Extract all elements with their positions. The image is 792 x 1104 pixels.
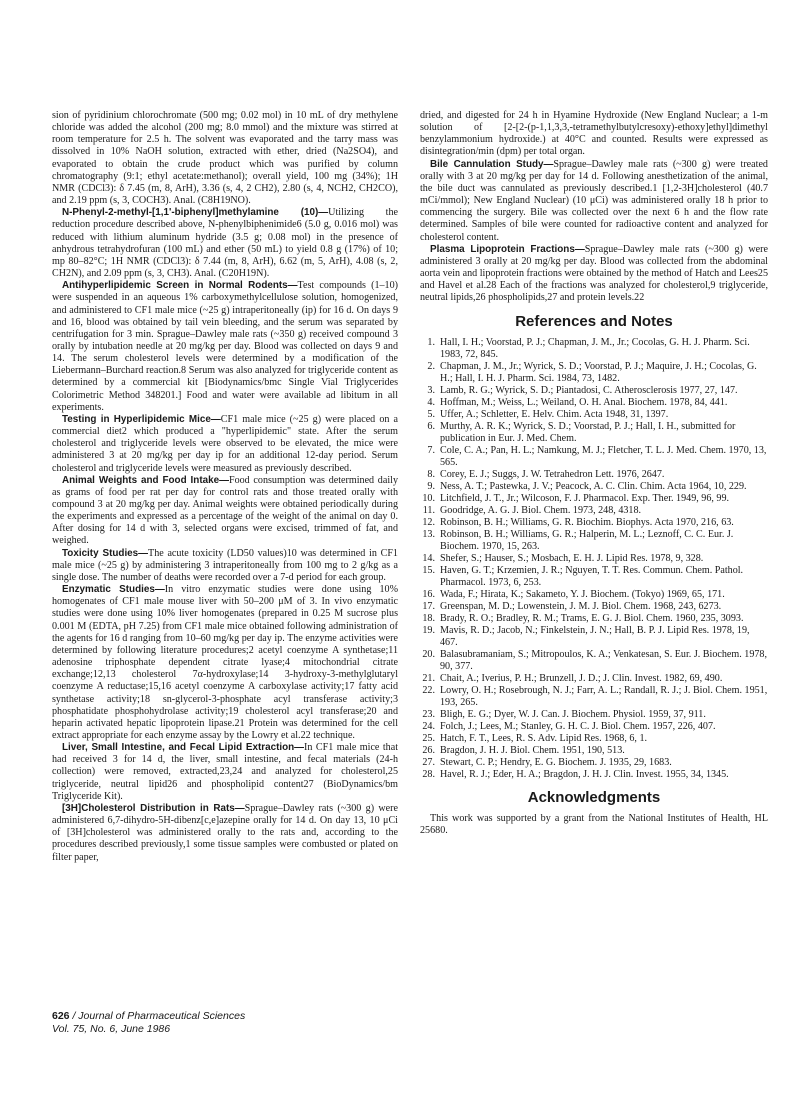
reference-number: 14. — [422, 552, 435, 564]
reference-text: Lamb, R. G.; Wyrick, S. D.; Piantadosi, C. Atherosclerosis 1977, 27, 147. — [440, 384, 738, 396]
reference-number: 7. — [427, 444, 435, 456]
reference-number: 2. — [427, 360, 435, 372]
reference-text: Lowry, O. H.; Rosebrough, N. J.; Farr, A. L.; Randall, R. J.; J. Biol. Chem. 1951, 193, 265. — [440, 684, 768, 708]
acknowledgments-heading: Acknowledgments — [527, 788, 661, 806]
reference-item — [420, 553, 768, 565]
reference-number: 28. — [422, 768, 435, 780]
journal-volume: Vol. 75, No. 6, June 1986 — [52, 1023, 171, 1035]
left-column — [52, 110, 398, 864]
reference-item — [420, 757, 768, 769]
reference-item — [420, 529, 768, 553]
section-heading: Animal Weights and Food Intake— — [62, 474, 229, 486]
reference-number: 16. — [422, 588, 435, 600]
reference-text: Ness, A. T.; Pastewka, J. V.; Peacock, A. C. Clin. Chim. Acta 1964, 10, 229. — [440, 480, 747, 492]
reference-number: 3. — [427, 384, 435, 396]
reference-number: 8. — [427, 468, 435, 480]
reference-number: 24. — [422, 720, 435, 732]
reference-item — [420, 769, 768, 781]
section-heading: Bile Cannulation Study— — [430, 158, 554, 170]
reference-number: 17. — [422, 600, 435, 612]
reference-number: 5. — [427, 408, 435, 420]
reference-item — [420, 721, 768, 733]
section-text: CF1 male mice (~25 g) were placed on a commercial diet2 which produced a "hyperlipidemic" state. After the serum cholesterol and triglyceride levels were observed to be elevated, the mice were administered 3 at 20 mg/kg per day ip for an additional 12-day period. Serum cholesterol and triglyceride levels were measured as previously described. — [52, 413, 398, 474]
section-antihyperlipidemic-screen — [52, 280, 398, 414]
section-toxicity — [52, 548, 398, 584]
section-text: Utilizing the reduction procedure described above, N-phenylbiphenimide6 (5.0 g, 0.016 mol) was reduced with lithium aluminum hydride (3.5 g; 0.08 mol) in the presence of anhydrous tetrahydrofuran (100 mL) and ether (50 mL) to yield 0.8 g (17%) of 10; mp 80–82°C; 1H NMR (CDCl3): δ 7.44 (m, 8, ArH), 6.62 (m, 5, ArH), 4.08 (s, 2, CH2N), and 2.09 ppm (s, 3, CH3). Anal. (C20H19N). — [52, 207, 398, 280]
reference-text: Mavis, R. D.; Jacob, N.; Finkelstein, J. N.; Hall, B. P. J. Lipid Res. 1978, 19, 467. — [440, 624, 750, 648]
section-text: Sprague–Dawley male rats (~300 g) were administered 3 orally at 20 mg/kg per day. Blood was collected from the abdominal aorta vein and lipoprotein fractions were obtained by the method of Hatch and Lees25 and Havel et al.28 Each of the fractions was analyzed for cholesterol,9 triglyceride, neutral lipids,26 phospholipids,27 and protein levels.22 — [420, 243, 768, 304]
section-animal-weights — [52, 475, 398, 548]
section-text: In CF1 male mice that had received 3 for 14 d, the liver, small intestine, and fecal materials (24-h collection) were removed, extracted,23,24 and analyzed for cholesterol,25 triglyceride, neutral lipid26 and phospholipid content27 (BioDynamics/bm Triglyceride Kit). — [52, 742, 398, 802]
section-bile-cannulation — [420, 159, 768, 244]
reference-number: 20. — [422, 648, 435, 660]
reference-item — [420, 745, 768, 757]
acknowledgments-text: This work was supported by a grant from the National Institutes of Health, HL 25680. — [420, 812, 768, 836]
section-text: Test compounds (1–10) were suspended in an aqueous 1% carboxymethylcellulose solution, homogenized, and administered to CF1 male mice (~25 g) intraperitoneally (ip) for 16 d. On days 9 and 16, blood was obtained by tail vein bleeding, and the serum was separated by centrifugation for 3 min. Sprague–Dawley male rats (~350 g) received compound 3 orally by intubation needle at 20 mg/kg per day. Blood was collected on days 9 and 14. The serum cholesterol levels were determined by a modification of the Liebermann–Burchard reaction.8 Serum was also analyzed for triglyceride content as determined by a commercial kit [Biodynamics/bmc Single Vial Triglycerides Colorimetric Method 348201.] Food and water were available ad libitum in all experiments. — [52, 280, 398, 413]
reference-number: 4. — [427, 396, 435, 408]
reference-item — [420, 517, 768, 529]
reference-text: Wada, F.; Hirata, K.; Sakameto, Y. J. Biochem. (Tokyo) 1969, 65, 171. — [440, 588, 725, 600]
section-heading: Enzymatic Studies— — [62, 584, 165, 596]
reference-number: 12. — [422, 516, 435, 528]
reference-item — [420, 337, 768, 361]
reference-text: Corey, E. J.; Suggs, J. W. Tetrahedron Lett. 1976, 2647. — [440, 468, 665, 480]
page-number: 626 — [52, 1010, 70, 1022]
section-heading: Toxicity Studies— — [62, 547, 149, 559]
reference-item — [420, 481, 768, 493]
section-heading: N-Phenyl-2-methyl-[1,1'-biphenyl]methylamine (10)— — [62, 207, 329, 219]
reference-number: 27. — [422, 756, 435, 768]
reference-item — [420, 361, 768, 385]
reference-item — [420, 565, 768, 589]
section-heading: Plasma Lipoprotein Fractions— — [430, 243, 585, 255]
reference-text: Cole, C. A.; Pan, H. L.; Namkung, M. J.; Fletcher, T. L. J. Med. Chem. 1970, 13, 565. — [440, 444, 767, 468]
section-compound-10 — [52, 207, 398, 280]
reference-item — [420, 649, 768, 673]
section-text: Sprague–Dawley rats (~300 g) were administered 6,7-dihydro-5H-dibenz[c,e]azepine orally for 14 d. On day 13, 10 μCi of [3H]cholesterol was administered orally to the rats and, according to the procedures described previously,1 some tissue samples were combusted or plated on filter paper, — [52, 802, 398, 863]
reference-number: 19. — [422, 624, 435, 636]
references-heading: References and Notes — [515, 312, 673, 330]
journal-name: / Journal of Pharmaceutical Sciences — [69, 1010, 246, 1022]
reference-number: 9. — [427, 480, 435, 492]
reference-text: Shefer, S.; Hauser, S.; Mosbach, E. H. J. Lipid Res. 1978, 9, 328. — [440, 552, 704, 564]
reference-item — [420, 625, 768, 649]
reference-text: Balasubramaniam, S.; Mitropoulos, K. A.; Venkatesan, S. Eur. J. Biochem. 1978, 90, 377. — [440, 648, 767, 672]
continued-paragraph: dried, and digested for 24 h in Hyamine Hydroxide (New England Nuclear; a 1-m solution of [2-[2-(p-1,1,3,3,-tetramethylbutylcresoxy)-ethoxy]ethyl]dimethyl benzylammonium hydroxide.) at 40°C and counted. Results were expressed as disintegration/min (dpm) per total organ. — [420, 110, 768, 158]
reference-text: Greenspan, M. D.; Lowenstein, J. M. J. Biol. Chem. 1968, 243, 6273. — [440, 600, 722, 612]
footer-line-1 — [52, 1010, 245, 1023]
reference-number: 6. — [427, 420, 435, 432]
reference-text: Havel, R. J.; Eder, H. A.; Bragdon, J. H. J. Clin. Invest. 1955, 34, 1345. — [440, 768, 729, 780]
page-footer — [52, 1010, 245, 1036]
reference-text: Hall, I. H.; Voorstad, P. J.; Chapman, J. M., Jr.; Cocolas, G. H. J. Pharm. Sci. 1983, 72, 845. — [440, 336, 750, 360]
section-heading: [3H]Cholesterol Distribution in Rats— — [62, 802, 245, 814]
reference-item — [420, 505, 768, 517]
reference-item — [420, 673, 768, 685]
reference-text: Murthy, A. R. K.; Wyrick, S. D.; Voorstad, P. J.; Hall, I. H., submitted for publication in Eur. J. Med. Chem. — [440, 420, 736, 444]
reference-text: Stewart, C. P.; Hendry, E. G. Biochem. J. 1935, 29, 1683. — [440, 756, 672, 768]
reference-item — [420, 733, 768, 745]
reference-item — [420, 385, 768, 397]
section-text: In vitro enzymatic studies were done using 10% homogenates of CF1 male mouse liver with 50–200 μM of 3. In vivo enzymatic studies were done using 10% liver homogenates (prepared in 0.25 M sucrose plus 0.001 M (EDTA, pH 7.25) from CF1 male mice obtained following administration of the agents for 16 d ranging from 10–60 mg/kg per day ip. The enzyme activities were determined by following literature procedures;2 acetyl coenzyme A synthetase;11 adenosine triphosphate dependent citrate lyase;4 mitochondrial citrate exchange;12,13 cholesterol 7α-hydroxylase;14 3-hydroxy-3-methylglutaryl coenzyme A reductase;15,16 acetyl coenzyme A carboxylase activity;17 fatty acid synthetase activity;18 sn-glycerol-3-phosphate acyl transferase activity;3 phosphatidate phosphohydrolase activity;19 cholesterol acyl transferase;20 and heparin activated hepatic lipoprotein lipase.21 Protein was determined for the cell extract appropriate for each enzyme assay by the Lowry et al.22 technique. — [52, 584, 398, 741]
reference-item — [420, 469, 768, 481]
section-text: The acute toxicity (LD50 values)10 was determined in CF1 male mice (~25 g) by administering 3 intraperitoneally from 100 mg to 2 g/kg as a single dose. The number of deaths were recorded over a 7-d period for each group. — [52, 547, 398, 583]
reference-text: Bragdon, J. H. J. Biol. Chem. 1951, 190, 513. — [440, 744, 625, 756]
reference-item — [420, 493, 768, 505]
reference-item — [420, 397, 768, 409]
reference-number: 21. — [422, 672, 435, 684]
reference-text: Folch, J.; Lees, M.; Stanley, G. H. C. J. Biol. Chem. 1957, 226, 407. — [440, 720, 716, 732]
reference-text: Uffer, A.; Schletter, E. Helv. Chim. Acta 1948, 31, 1397. — [440, 408, 669, 420]
reference-text: Hoffman, M.; Weiss, L.; Weiland, O. H. Anal. Biochem. 1978, 84, 441. — [440, 396, 728, 408]
reference-text: Bligh, E. G.; Dyer, W. J. Can. J. Biochem. Physiol. 1959, 37, 911. — [440, 708, 706, 720]
synthesis-paragraph: sion of pyridinium chlorochromate (500 mg; 0.02 mol) in 10 mL of dry methylene chloride was added the alcohol (200 mg; 8.0 mmol) and the mixture was stirred at room temperature for 2.5 h. The solvent was evaporated and the tarry mass was dissolved in 10% NaOH solution, extracted with ether, dried (Na2SO4), and evaporated to obtain the crude product which was purified by column chromatography (9:1; ethyl acetate:methanol); overall yield, 100 mg (34%); 1H NMR (CDCl3): δ 7.45 (m, 8, ArH), 3.36 (s, 4, 2 CH2), 2.80 (s, 4, NCH2, CH2CO), and 2.19 ppm (s, 3, COCH3). Anal. (C8H19NO). — [52, 110, 398, 207]
section-hyperlipidemic-mice — [52, 414, 398, 475]
reference-item — [420, 613, 768, 625]
section-enzymatic — [52, 584, 398, 742]
reference-text: Chait, A.; Iverius, P. H.; Brunzell, J. D.; J. Clin. Invest. 1982, 69, 490. — [440, 672, 723, 684]
reference-text: Robinson, B. H.; Williams, G. R. Biochim. Biophys. Acta 1970, 216, 63. — [440, 516, 734, 528]
section-heading: Testing in Hyperlipidemic Mice— — [62, 413, 221, 425]
reference-number: 18. — [422, 612, 435, 624]
reference-item — [420, 421, 768, 445]
section-cholesterol-distribution — [52, 803, 398, 864]
reference-item — [420, 685, 768, 709]
reference-text: Robinson, B. H.; Williams, G. R.; Halperin, M. L.; Leznoff, C. C. Eur. J. Biochem. 1970, 15, 263. — [440, 528, 734, 552]
reference-number: 10. — [422, 492, 435, 504]
reference-number: 1. — [427, 336, 435, 348]
reference-text: Goodridge, A. G. J. Biol. Chem. 1973, 248, 4318. — [440, 504, 642, 516]
reference-text: Chapman, J. M., Jr.; Wyrick, S. D.; Voorstad, P. J.; Maquire, J. H.; Cocolas, G. H.; Hall, I. H. J. Pharm. Sci. 1984, 73, 1482. — [440, 360, 757, 384]
reference-number: 13. — [422, 528, 435, 540]
reference-number: 25. — [422, 732, 435, 744]
reference-item — [420, 601, 768, 613]
reference-text: Brady, R. O.; Bradley, R. M.; Trams, E. G. J. Biol. Chem. 1960, 235, 3093. — [440, 612, 744, 624]
section-lipid-extraction — [52, 742, 398, 803]
reference-text: Litchfield, J. T., Jr.; Wilcoson, F. J. Pharmacol. Exp. Ther. 1949, 96, 99. — [440, 492, 730, 504]
reference-number: 26. — [422, 744, 435, 756]
section-plasma-lipoprotein — [420, 244, 768, 305]
reference-item — [420, 409, 768, 421]
reference-text: Haven, G. T.; Krzemien, J. R.; Nguyen, T. T. Res. Commun. Chem. Pathol. Pharmacol. 1973, 6, 253. — [440, 564, 744, 588]
references-list — [420, 337, 768, 781]
reference-item — [420, 445, 768, 469]
right-column — [420, 110, 768, 837]
section-text: Sprague–Dawley male rats (~300 g) were treated orally with 3 at 20 mg/kg per day for 14 d. Following anesthetization of the animal, the bile duct was cannulated as previously described.1 [1,2-3H]cholesterol (40.7 mCi/mmol); New England Nuclear) (10 μCi) was administered orally 18 h prior to commencing the surgery. Bile was collected over the next 6 h and the flow rate determined. Samples of bile were counted for radioactive content and analyzed for cholesterol content. — [420, 158, 768, 243]
reference-number: 23. — [422, 708, 435, 720]
reference-item — [420, 589, 768, 601]
section-text: Food consumption was determined daily as grams of food per rat per day for control rats and those treated orally with compound 3 at 20 mg/kg per day. Animal weights were obtained periodically during the experiments and expressed as a percentage of the weight of the animal on day 0. After dosing for 14 d with 3, selected organs were excised, trimmed of fat, and weighed. — [52, 474, 398, 547]
section-heading: Antihyperlipidemic Screen in Normal Rodents— — [62, 280, 298, 292]
reference-item — [420, 709, 768, 721]
section-heading: Liver, Small Intestine, and Fecal Lipid Extraction— — [62, 742, 305, 754]
reference-number: 22. — [422, 684, 435, 696]
reference-number: 15. — [422, 564, 435, 576]
reference-text: Hatch, F. T., Lees, R. S. Adv. Lipid Res. 1968, 6, 1. — [440, 732, 648, 744]
reference-number: 11. — [422, 504, 435, 516]
